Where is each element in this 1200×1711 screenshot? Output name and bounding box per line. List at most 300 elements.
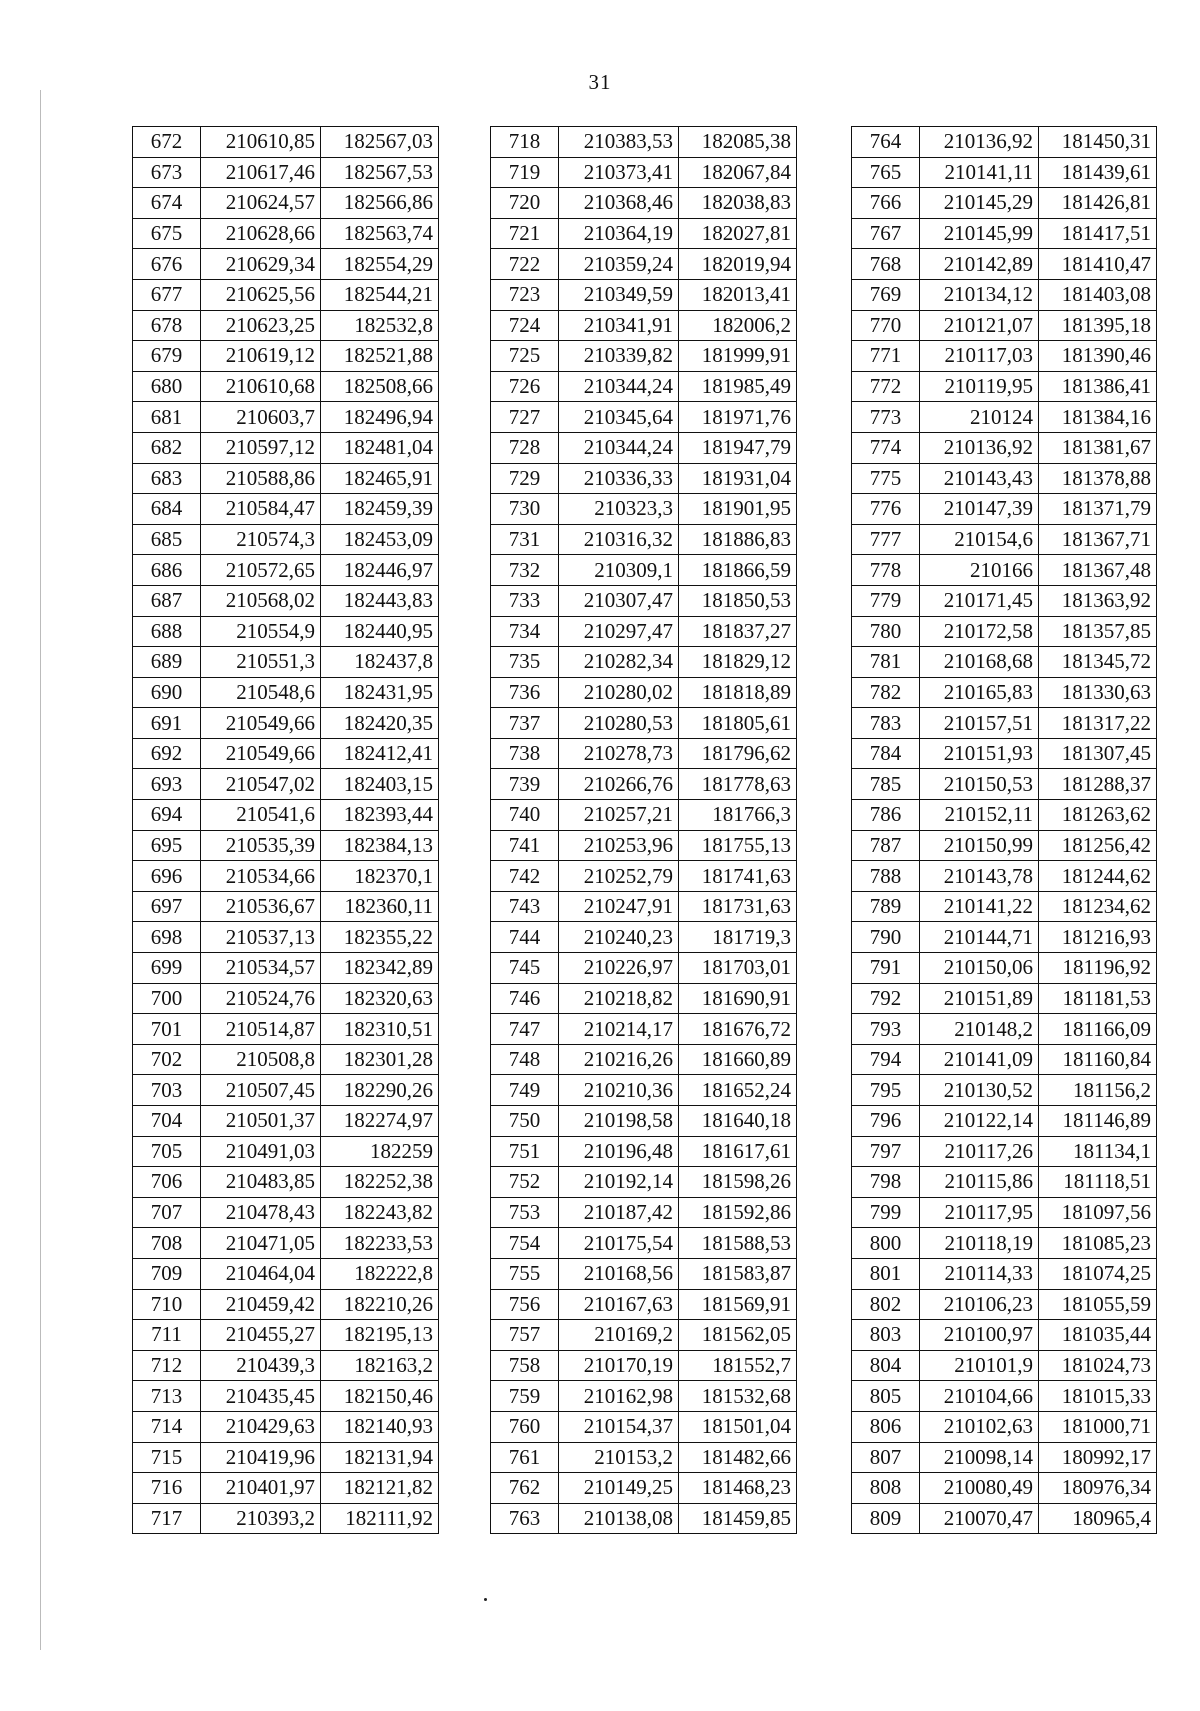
page-number: 31 [588, 70, 612, 94]
table-row [133, 891, 439, 922]
table-row [491, 1289, 797, 1320]
point-number-cell: 776 [852, 494, 920, 525]
x-coordinate-cell: 210141,22 [920, 891, 1039, 922]
y-coordinate-cell: 181330,63 [1039, 677, 1157, 708]
y-coordinate-cell: 181417,51 [1039, 218, 1157, 249]
x-coordinate-cell: 210172,58 [920, 616, 1039, 647]
point-number-cell: 739 [491, 769, 559, 800]
y-coordinate-cell: 181000,71 [1039, 1411, 1157, 1442]
point-number-cell: 790 [852, 922, 920, 953]
x-coordinate-cell: 210266,76 [559, 769, 679, 800]
table-row [491, 1320, 797, 1351]
table-row [491, 1044, 797, 1075]
point-number-cell: 780 [852, 616, 920, 647]
table-row [491, 524, 797, 555]
y-coordinate-cell: 181818,89 [679, 677, 797, 708]
table-row [852, 677, 1157, 708]
y-coordinate-cell: 182301,28 [321, 1044, 439, 1075]
table-row [852, 279, 1157, 310]
table-row [133, 188, 439, 219]
y-coordinate-cell: 181384,16 [1039, 402, 1157, 433]
x-coordinate-cell: 210574,3 [201, 524, 321, 555]
point-number-cell: 781 [852, 647, 920, 678]
point-number-cell: 772 [852, 371, 920, 402]
table-row [133, 738, 439, 769]
point-number-cell: 743 [491, 891, 559, 922]
point-number-cell: 730 [491, 494, 559, 525]
y-coordinate-cell: 181690,91 [679, 983, 797, 1014]
table-row [133, 157, 439, 188]
y-coordinate-cell: 182393,44 [321, 800, 439, 831]
table-row [852, 524, 1157, 555]
table-row [133, 218, 439, 249]
table-row [491, 218, 797, 249]
table-row [133, 402, 439, 433]
table-row [133, 1411, 439, 1442]
y-coordinate-cell: 182563,74 [321, 218, 439, 249]
y-coordinate-cell: 182403,15 [321, 769, 439, 800]
table-row [852, 769, 1157, 800]
x-coordinate-cell: 210150,53 [920, 769, 1039, 800]
table-row [491, 279, 797, 310]
point-number-cell: 746 [491, 983, 559, 1014]
y-coordinate-cell: 181097,56 [1039, 1197, 1157, 1228]
point-number-cell: 756 [491, 1289, 559, 1320]
x-coordinate-cell: 210115,86 [920, 1167, 1039, 1198]
table-row [491, 157, 797, 188]
point-number-cell: 699 [133, 953, 201, 984]
y-coordinate-cell: 181055,59 [1039, 1289, 1157, 1320]
point-number-cell: 725 [491, 341, 559, 372]
table-row [133, 494, 439, 525]
point-number-cell: 741 [491, 830, 559, 861]
y-coordinate-cell: 181796,62 [679, 738, 797, 769]
y-coordinate-cell: 182481,04 [321, 432, 439, 463]
y-coordinate-cell: 182019,94 [679, 249, 797, 280]
y-coordinate-cell: 181074,25 [1039, 1258, 1157, 1289]
table-row [852, 1228, 1157, 1259]
x-coordinate-cell: 210210,36 [559, 1075, 679, 1106]
y-coordinate-cell: 182440,95 [321, 616, 439, 647]
table-row [852, 1044, 1157, 1075]
point-number-cell: 754 [491, 1228, 559, 1259]
point-number-cell: 796 [852, 1106, 920, 1137]
y-coordinate-cell: 182465,91 [321, 463, 439, 494]
y-coordinate-cell: 182443,83 [321, 585, 439, 616]
x-coordinate-cell: 210138,08 [559, 1503, 679, 1534]
point-number-cell: 727 [491, 402, 559, 433]
x-coordinate-cell: 210165,83 [920, 677, 1039, 708]
point-number-cell: 798 [852, 1167, 920, 1198]
x-coordinate-cell: 210168,56 [559, 1258, 679, 1289]
point-number-cell: 696 [133, 861, 201, 892]
y-coordinate-cell: 181367,48 [1039, 555, 1157, 586]
y-coordinate-cell: 182131,94 [321, 1442, 439, 1473]
x-coordinate-cell: 210483,85 [201, 1167, 321, 1198]
point-number-cell: 724 [491, 310, 559, 341]
table-row [852, 953, 1157, 984]
point-number-cell: 797 [852, 1136, 920, 1167]
x-coordinate-cell: 210459,42 [201, 1289, 321, 1320]
y-coordinate-cell: 182446,97 [321, 555, 439, 586]
point-number-cell: 753 [491, 1197, 559, 1228]
x-coordinate-cell: 210151,89 [920, 983, 1039, 1014]
point-number-cell: 675 [133, 218, 201, 249]
point-number-cell: 722 [491, 249, 559, 280]
x-coordinate-cell: 210514,87 [201, 1014, 321, 1045]
x-coordinate-cell: 210624,57 [201, 188, 321, 219]
x-coordinate-cell: 210102,63 [920, 1411, 1039, 1442]
y-coordinate-cell: 181146,89 [1039, 1106, 1157, 1137]
x-coordinate-cell: 210548,6 [201, 677, 321, 708]
table-row [852, 1197, 1157, 1228]
point-number-cell: 691 [133, 708, 201, 739]
point-number-cell: 779 [852, 585, 920, 616]
y-coordinate-cell: 182259 [321, 1136, 439, 1167]
table-row [491, 1258, 797, 1289]
y-coordinate-cell: 181288,37 [1039, 769, 1157, 800]
table-row [133, 249, 439, 280]
table-row [133, 463, 439, 494]
x-coordinate-cell: 210100,97 [920, 1320, 1039, 1351]
x-coordinate-cell: 210104,66 [920, 1381, 1039, 1412]
table-row [852, 1136, 1157, 1167]
x-coordinate-cell: 210167,63 [559, 1289, 679, 1320]
table-row [491, 677, 797, 708]
table-row [491, 1381, 797, 1412]
y-coordinate-cell: 181244,62 [1039, 861, 1157, 892]
point-number-cell: 745 [491, 953, 559, 984]
table-row [133, 310, 439, 341]
point-number-cell: 740 [491, 800, 559, 831]
table-row [491, 616, 797, 647]
x-coordinate-cell: 210603,7 [201, 402, 321, 433]
y-coordinate-cell: 181532,68 [679, 1381, 797, 1412]
x-coordinate-cell: 210535,39 [201, 830, 321, 861]
x-coordinate-cell: 210136,92 [920, 432, 1039, 463]
point-number-cell: 763 [491, 1503, 559, 1534]
x-coordinate-cell: 210175,54 [559, 1228, 679, 1259]
x-coordinate-cell: 210257,21 [559, 800, 679, 831]
table-row [491, 1106, 797, 1137]
y-coordinate-cell: 182140,93 [321, 1411, 439, 1442]
point-number-cell: 695 [133, 830, 201, 861]
table-row [491, 861, 797, 892]
y-coordinate-cell: 181426,81 [1039, 188, 1157, 219]
point-number-cell: 736 [491, 677, 559, 708]
point-number-cell: 807 [852, 1442, 920, 1473]
point-number-cell: 698 [133, 922, 201, 953]
point-number-cell: 786 [852, 800, 920, 831]
table-row [852, 738, 1157, 769]
table-row [133, 524, 439, 555]
table-row [491, 341, 797, 372]
x-coordinate-cell: 210419,96 [201, 1442, 321, 1473]
y-coordinate-cell: 181386,41 [1039, 371, 1157, 402]
y-coordinate-cell: 180965,4 [1039, 1503, 1157, 1534]
y-coordinate-cell: 182355,22 [321, 922, 439, 953]
x-coordinate-cell: 210568,02 [201, 585, 321, 616]
x-coordinate-cell: 210478,43 [201, 1197, 321, 1228]
point-number-cell: 775 [852, 463, 920, 494]
point-number-cell: 712 [133, 1350, 201, 1381]
x-coordinate-cell: 210435,45 [201, 1381, 321, 1412]
y-coordinate-cell: 181985,49 [679, 371, 797, 402]
x-coordinate-cell: 210625,56 [201, 279, 321, 310]
x-coordinate-cell: 210572,65 [201, 555, 321, 586]
point-number-cell: 783 [852, 708, 920, 739]
x-coordinate-cell: 210148,2 [920, 1014, 1039, 1045]
y-coordinate-cell: 182310,51 [321, 1014, 439, 1045]
point-number-cell: 771 [852, 341, 920, 372]
x-coordinate-cell: 210145,29 [920, 188, 1039, 219]
x-coordinate-cell: 210192,14 [559, 1167, 679, 1198]
x-coordinate-cell: 210106,23 [920, 1289, 1039, 1320]
x-coordinate-cell: 210368,46 [559, 188, 679, 219]
table-row [133, 1106, 439, 1137]
x-coordinate-cell: 210280,53 [559, 708, 679, 739]
table-row [133, 279, 439, 310]
y-coordinate-cell: 181256,42 [1039, 830, 1157, 861]
table-row [852, 157, 1157, 188]
table-row [491, 402, 797, 433]
x-coordinate-cell: 210168,68 [920, 647, 1039, 678]
table-row [133, 1044, 439, 1075]
point-number-cell: 805 [852, 1381, 920, 1412]
y-coordinate-cell: 182150,46 [321, 1381, 439, 1412]
table-row [491, 983, 797, 1014]
table-row [133, 983, 439, 1014]
y-coordinate-cell: 182459,39 [321, 494, 439, 525]
y-coordinate-cell: 181410,47 [1039, 249, 1157, 280]
y-coordinate-cell: 181999,91 [679, 341, 797, 372]
x-coordinate-cell: 210149,25 [559, 1473, 679, 1504]
y-coordinate-cell: 182532,8 [321, 310, 439, 341]
x-coordinate-cell: 210170,19 [559, 1350, 679, 1381]
table-row [133, 800, 439, 831]
table-row [133, 1320, 439, 1351]
y-coordinate-cell: 181676,72 [679, 1014, 797, 1045]
x-coordinate-cell: 210145,99 [920, 218, 1039, 249]
table-row [852, 341, 1157, 372]
point-number-cell: 676 [133, 249, 201, 280]
point-number-cell: 738 [491, 738, 559, 769]
x-coordinate-cell: 210124 [920, 402, 1039, 433]
table-row [133, 1228, 439, 1259]
y-coordinate-cell: 181234,62 [1039, 891, 1157, 922]
x-coordinate-cell: 210584,47 [201, 494, 321, 525]
table-row [852, 218, 1157, 249]
table-row [852, 1411, 1157, 1442]
point-number-cell: 789 [852, 891, 920, 922]
x-coordinate-cell: 210157,51 [920, 708, 1039, 739]
scan-edge-mark [40, 90, 41, 1650]
x-coordinate-cell: 210117,95 [920, 1197, 1039, 1228]
table-row [133, 861, 439, 892]
y-coordinate-cell: 182342,89 [321, 953, 439, 984]
y-coordinate-cell: 181866,59 [679, 555, 797, 586]
y-coordinate-cell: 182412,41 [321, 738, 439, 769]
y-coordinate-cell: 181901,95 [679, 494, 797, 525]
table-row [852, 922, 1157, 953]
table-row [133, 1503, 439, 1534]
x-coordinate-cell: 210534,57 [201, 953, 321, 984]
point-number-cell: 773 [852, 402, 920, 433]
y-coordinate-cell: 181160,84 [1039, 1044, 1157, 1075]
y-coordinate-cell: 181367,71 [1039, 524, 1157, 555]
x-coordinate-cell: 210171,45 [920, 585, 1039, 616]
table-row [133, 1442, 439, 1473]
point-number-cell: 682 [133, 432, 201, 463]
table-row [491, 891, 797, 922]
table-row [852, 249, 1157, 280]
y-coordinate-cell: 182554,29 [321, 249, 439, 280]
table-row [852, 1320, 1157, 1351]
point-number-cell: 732 [491, 555, 559, 586]
point-number-cell: 777 [852, 524, 920, 555]
y-coordinate-cell: 182121,82 [321, 1473, 439, 1504]
table-row [491, 1473, 797, 1504]
table-row [133, 647, 439, 678]
x-coordinate-cell: 210117,26 [920, 1136, 1039, 1167]
table-row [852, 861, 1157, 892]
table-row [133, 1167, 439, 1198]
y-coordinate-cell: 181947,79 [679, 432, 797, 463]
x-coordinate-cell: 210153,2 [559, 1442, 679, 1473]
point-number-cell: 759 [491, 1381, 559, 1412]
point-number-cell: 737 [491, 708, 559, 739]
y-coordinate-cell: 182544,21 [321, 279, 439, 310]
x-coordinate-cell: 210549,66 [201, 708, 321, 739]
point-number-cell: 803 [852, 1320, 920, 1351]
x-coordinate-cell: 210122,14 [920, 1106, 1039, 1137]
point-number-cell: 734 [491, 616, 559, 647]
table-row [852, 800, 1157, 831]
point-number-cell: 792 [852, 983, 920, 1014]
y-coordinate-cell: 182210,26 [321, 1289, 439, 1320]
point-number-cell: 809 [852, 1503, 920, 1534]
x-coordinate-cell: 210341,91 [559, 310, 679, 341]
table-row [133, 432, 439, 463]
y-coordinate-cell: 182290,26 [321, 1075, 439, 1106]
point-number-cell: 716 [133, 1473, 201, 1504]
point-number-cell: 801 [852, 1258, 920, 1289]
y-coordinate-cell: 181196,92 [1039, 953, 1157, 984]
x-coordinate-cell: 210588,86 [201, 463, 321, 494]
x-coordinate-cell: 210541,6 [201, 800, 321, 831]
x-coordinate-cell: 210252,79 [559, 861, 679, 892]
table-row [133, 1381, 439, 1412]
point-number-cell: 714 [133, 1411, 201, 1442]
y-coordinate-cell: 181569,91 [679, 1289, 797, 1320]
y-coordinate-cell: 181459,85 [679, 1503, 797, 1534]
point-number-cell: 761 [491, 1442, 559, 1473]
y-coordinate-cell: 182360,11 [321, 891, 439, 922]
table-row [491, 830, 797, 861]
point-number-cell: 748 [491, 1044, 559, 1075]
point-number-cell: 733 [491, 585, 559, 616]
table-row [491, 432, 797, 463]
y-coordinate-cell: 181403,08 [1039, 279, 1157, 310]
x-coordinate-cell: 210216,26 [559, 1044, 679, 1075]
y-coordinate-cell: 181778,63 [679, 769, 797, 800]
y-coordinate-cell: 181024,73 [1039, 1350, 1157, 1381]
y-coordinate-cell: 181617,61 [679, 1136, 797, 1167]
y-coordinate-cell: 182195,13 [321, 1320, 439, 1351]
y-coordinate-cell: 181588,53 [679, 1228, 797, 1259]
point-number-cell: 728 [491, 432, 559, 463]
y-coordinate-cell: 181805,61 [679, 708, 797, 739]
table-row [133, 1075, 439, 1106]
table-row [491, 1228, 797, 1259]
x-coordinate-cell: 210393,2 [201, 1503, 321, 1534]
point-number-cell: 729 [491, 463, 559, 494]
x-coordinate-cell: 210247,91 [559, 891, 679, 922]
table-row [852, 1350, 1157, 1381]
point-number-cell: 742 [491, 861, 559, 892]
y-coordinate-cell: 182320,63 [321, 983, 439, 1014]
coordinates-table-3 [851, 126, 1157, 1534]
coordinates-table-1 [132, 126, 439, 1534]
point-number-cell: 697 [133, 891, 201, 922]
point-number-cell: 673 [133, 157, 201, 188]
table-row [133, 830, 439, 861]
table-row [133, 677, 439, 708]
x-coordinate-cell: 210150,06 [920, 953, 1039, 984]
table-row [852, 830, 1157, 861]
point-number-cell: 683 [133, 463, 201, 494]
y-coordinate-cell: 182111,92 [321, 1503, 439, 1534]
point-number-cell: 799 [852, 1197, 920, 1228]
y-coordinate-cell: 181357,85 [1039, 616, 1157, 647]
x-coordinate-cell: 210549,66 [201, 738, 321, 769]
y-coordinate-cell: 182038,83 [679, 188, 797, 219]
point-number-cell: 794 [852, 1044, 920, 1075]
y-coordinate-cell: 180976,34 [1039, 1473, 1157, 1504]
y-coordinate-cell: 182431,95 [321, 677, 439, 708]
x-coordinate-cell: 210501,37 [201, 1106, 321, 1137]
table-row [133, 616, 439, 647]
y-coordinate-cell: 181156,2 [1039, 1075, 1157, 1106]
x-coordinate-cell: 210336,33 [559, 463, 679, 494]
x-coordinate-cell: 210628,66 [201, 218, 321, 249]
y-coordinate-cell: 181837,27 [679, 616, 797, 647]
y-coordinate-cell: 181371,79 [1039, 494, 1157, 525]
table-row [491, 585, 797, 616]
table-row [133, 769, 439, 800]
point-number-cell: 735 [491, 647, 559, 678]
y-coordinate-cell: 182067,84 [679, 157, 797, 188]
point-number-cell: 731 [491, 524, 559, 555]
table-row [491, 463, 797, 494]
y-coordinate-cell: 181015,33 [1039, 1381, 1157, 1412]
y-coordinate-cell: 181317,22 [1039, 708, 1157, 739]
x-coordinate-cell: 210536,67 [201, 891, 321, 922]
table-row [133, 1350, 439, 1381]
point-number-cell: 685 [133, 524, 201, 555]
point-number-cell: 713 [133, 1381, 201, 1412]
point-number-cell: 755 [491, 1258, 559, 1289]
point-number-cell: 726 [491, 371, 559, 402]
x-coordinate-cell: 210507,45 [201, 1075, 321, 1106]
table-row [491, 1014, 797, 1045]
y-coordinate-cell: 181166,09 [1039, 1014, 1157, 1045]
point-number-cell: 747 [491, 1014, 559, 1045]
x-coordinate-cell: 210610,68 [201, 371, 321, 402]
y-coordinate-cell: 182567,53 [321, 157, 439, 188]
point-number-cell: 677 [133, 279, 201, 310]
x-coordinate-cell: 210117,03 [920, 341, 1039, 372]
